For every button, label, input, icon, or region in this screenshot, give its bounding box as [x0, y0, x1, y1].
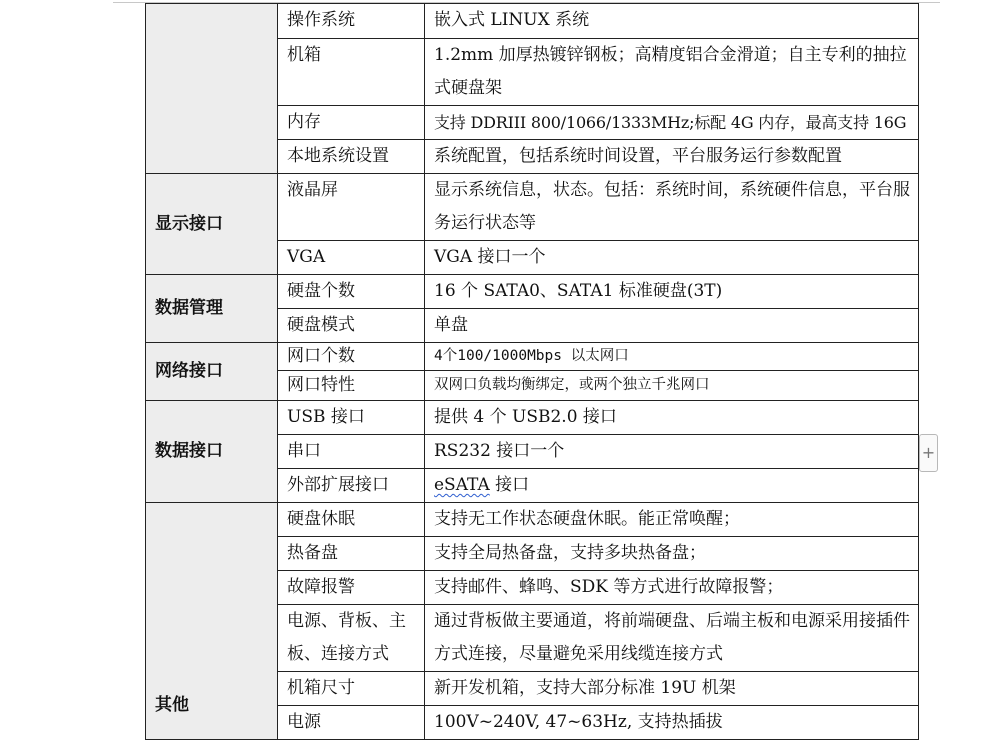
spec-name: 硬盘休眠: [278, 503, 425, 537]
spec-value: 4个100/1000Mbps 以太网口: [425, 343, 919, 371]
spec-value: 单盘: [425, 309, 919, 343]
spec-name: 内存: [278, 106, 425, 140]
table-row: [146, 503, 919, 537]
spec-table: [145, 3, 919, 740]
spec-value: 新开发机箱，支持大部分标准 19U 机架: [425, 672, 919, 706]
table-row: [146, 401, 919, 435]
table-row: [146, 275, 919, 309]
spec-value: VGA 接口一个: [425, 241, 919, 275]
add-row-button[interactable]: [919, 434, 938, 472]
spec-name: 网口个数: [278, 343, 425, 371]
spec-value: 支持全局热备盘，支持多块热备盘；: [425, 537, 919, 571]
table-row: [146, 174, 919, 241]
spec-value: 通过背板做主要通道，将前端硬盘、后端主板和电源采用接插件方式连接，尽量避免采用线缆连接方式: [425, 605, 919, 672]
spec-name: 串口: [278, 435, 425, 469]
category-cell: 网络接口: [146, 343, 278, 401]
spec-name: 硬盘模式: [278, 309, 425, 343]
spec-value: 显示系统信息，状态。包括：系统时间，系统硬件信息，平台服务运行状态等: [425, 174, 919, 241]
plus-icon: +: [921, 443, 936, 462]
spec-name: 硬盘个数: [278, 275, 425, 309]
spec-name: 液晶屏: [278, 174, 425, 241]
spec-name: 机箱尺寸: [278, 672, 425, 706]
spec-name: VGA: [278, 241, 425, 275]
spec-value: [425, 469, 919, 503]
spec-name: 操作系统: [278, 4, 425, 39]
table-row: [146, 4, 919, 39]
spec-value: 嵌入式 LINUX 系统: [425, 4, 919, 39]
spec-name: 故障报警: [278, 571, 425, 605]
spec-name: 网口特性: [278, 371, 425, 401]
category-cell: [146, 4, 278, 174]
category-cell: 其他: [146, 503, 278, 740]
spec-value: 支持 DDRIII 800/1066/1333MHz;标配 4G 内存，最高支持 16G: [425, 106, 919, 140]
spec-value: 支持邮件、蜂鸣、SDK 等方式进行故障报警；: [425, 571, 919, 605]
table-row: [146, 343, 919, 371]
spec-name: USB 接口: [278, 401, 425, 435]
spec-value: 系统配置，包括系统时间设置，平台服务运行参数配置: [425, 140, 919, 174]
spec-name: 本地系统设置: [278, 140, 425, 174]
category-cell: 数据管理: [146, 275, 278, 343]
spec-name: 热备盘: [278, 537, 425, 571]
spec-name: 电源、背板、主板、连接方式: [278, 605, 425, 672]
spec-value: 100V~240V, 47~63Hz, 支持热插拔: [425, 706, 919, 740]
spellcheck-word: eSATA: [434, 475, 490, 495]
spec-value-suffix: 接口: [489, 475, 530, 495]
spec-value: 提供 4 个 USB2.0 接口: [425, 401, 919, 435]
category-cell: 显示接口: [146, 174, 278, 275]
spec-name: 机箱: [278, 39, 425, 106]
spec-value: 双网口负载均衡绑定，或两个独立千兆网口: [425, 371, 919, 401]
spec-value: 16 个 SATA0、SATA1 标准硬盘(3T): [425, 275, 919, 309]
spec-value: 支持无工作状态硬盘休眠。能正常唤醒；: [425, 503, 919, 537]
spec-name: 电源: [278, 706, 425, 740]
category-cell: 数据接口: [146, 401, 278, 503]
spec-value: RS232 接口一个: [425, 435, 919, 469]
spec-name: 外部扩展接口: [278, 469, 425, 503]
spec-value: 1.2mm 加厚热镀锌钢板；高精度铝合金滑道；自主专利的抽拉式硬盘架: [425, 39, 919, 106]
